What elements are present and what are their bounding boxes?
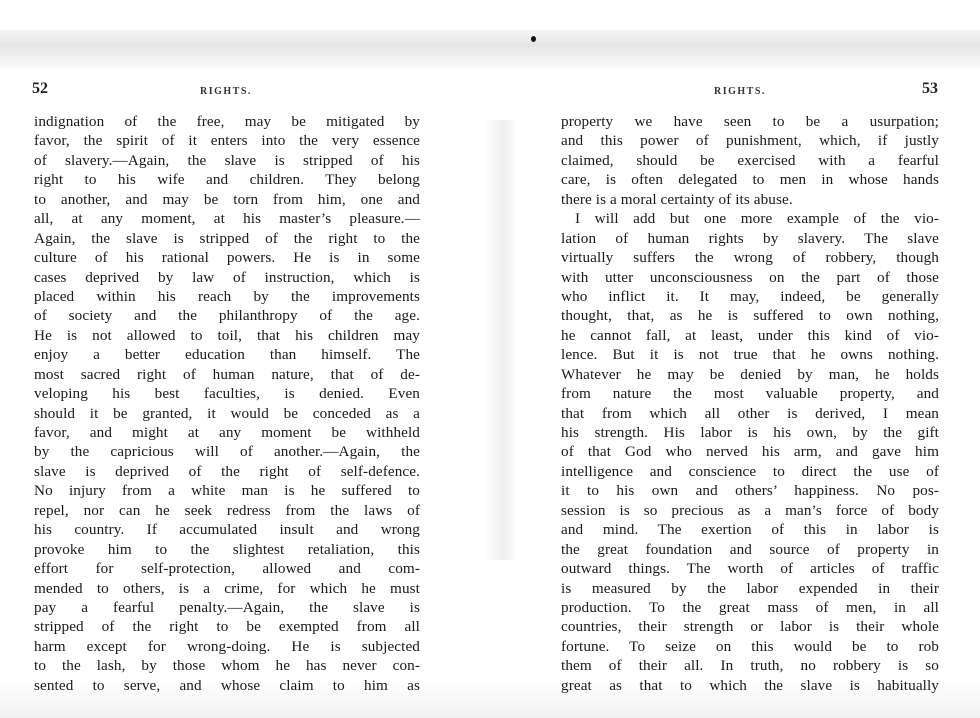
text-line: placed within his reach by the improvements bbox=[34, 287, 420, 305]
text-line: favor, and might at any moment be withheld bbox=[34, 424, 420, 441]
text-line: who inflict it. It may, indeed, be generally bbox=[561, 287, 939, 305]
text-line: outward things. The worth of articles of traffic bbox=[561, 560, 939, 578]
paragraph-end-line: there is a moral certainty of its abuse. bbox=[561, 190, 793, 208]
text-line: indignation of the free, may be mitigated by bbox=[34, 113, 420, 130]
text-line: from nature the most valuable property, and bbox=[561, 385, 939, 403]
text-line: Again, the slave is stripped of the right to the bbox=[34, 229, 420, 247]
text-line: He is not allowed to toil, that his children may bbox=[34, 326, 420, 344]
text-line: fortune. To seize on this would be to rob bbox=[561, 637, 939, 655]
text-line: sented to serve, and whose claim to him as bbox=[34, 676, 420, 694]
text-line: property we have seen to be a usurpation; bbox=[561, 113, 939, 130]
text-line: them of their all. In truth, no robbery is so bbox=[561, 657, 939, 675]
text-line: is measured by the labor expended in their bbox=[561, 579, 939, 597]
running-head: RIGHTS. bbox=[714, 86, 766, 97]
text-line: effort for self-protection, allowed and com- bbox=[34, 560, 420, 578]
page-number: 53 bbox=[922, 80, 938, 97]
text-line: right to his wife and children. They belong bbox=[34, 171, 420, 189]
text-line: favor, the spirit of it enters into the very essence bbox=[34, 132, 420, 150]
text-line: production. To the great mass of men, in all bbox=[561, 598, 939, 616]
text-line: and this power of punishment, which, if justly bbox=[561, 132, 939, 150]
text-line: provoke him to the slightest retaliation, this bbox=[34, 540, 420, 558]
text-line: of that God who nerved his arm, and gave him bbox=[561, 443, 939, 461]
text-line: countries, their strength or labor is their whole bbox=[561, 618, 939, 636]
text-line: care, is often delegated to men in whose hands bbox=[561, 171, 939, 189]
text-line: of society and the philanthropy of the age. bbox=[34, 307, 420, 325]
text-line: veloping his best faculties, is denied. Even bbox=[34, 385, 420, 403]
text-line: and mind. The exertion of this in labor is bbox=[561, 521, 939, 539]
text-line: great as that to which the slave is habitually bbox=[561, 676, 939, 694]
text-line: claimed, should be exercised with a fearful bbox=[561, 151, 939, 169]
text-line: by the capricious will of another.—Again, the bbox=[34, 443, 420, 461]
text-line: with utter unconsciousness on the part of those bbox=[561, 268, 939, 286]
text-line: mended to others, is a crime, for which he must bbox=[34, 579, 420, 597]
text-line: should it be granted, it would be conceded as a bbox=[34, 404, 420, 422]
text-line: thought, that, as he is suffered to own nothing, bbox=[561, 307, 939, 325]
text-line: his country. If accumulated insult and wrong bbox=[34, 521, 420, 539]
text-line: slave is deprived of the right of self-defence. bbox=[34, 462, 420, 480]
text-line: he cannot fall, at least, under this kind of vio- bbox=[561, 326, 939, 344]
paragraph-start-line: I will add but one more example of the vio- bbox=[575, 210, 939, 228]
text-line: the great foundation and source of property in bbox=[561, 540, 939, 558]
text-line: to another, and may be torn from him, one and bbox=[34, 190, 420, 208]
text-line: cases deprived by law of instruction, which is bbox=[34, 268, 420, 286]
text-line: most sacred right of human nature, that of de- bbox=[34, 365, 420, 383]
right-page bbox=[490, 0, 980, 718]
text-line: lence. But it is not true that he owns nothing. bbox=[561, 346, 939, 364]
text-line: his strength. His labor is his own, by the gift bbox=[561, 424, 939, 441]
text-line: all, at any moment, at his master’s pleasure.— bbox=[34, 210, 420, 228]
text-line: of slavery.—Again, the slave is stripped of his bbox=[34, 151, 420, 169]
text-line: to the lash, by those whom he has never con- bbox=[34, 657, 420, 675]
text-line: Whatever he may be denied by man, he holds bbox=[561, 365, 939, 383]
page-body bbox=[34, 112, 420, 695]
text-line: stripped of the right to be exempted from all bbox=[34, 618, 420, 636]
page-number: 52 bbox=[32, 80, 48, 97]
text-line: repel, nor can he seek redress from the laws of bbox=[34, 501, 420, 519]
text-line: it to his own and others’ happiness. No pos- bbox=[561, 482, 939, 500]
running-head: RIGHTS. bbox=[200, 86, 252, 97]
text-line: No injury from a white man is he suffered to bbox=[34, 482, 420, 500]
page-body bbox=[561, 112, 939, 695]
text-line: that from which all other is derived, I mean bbox=[561, 404, 939, 422]
text-line: enjoy a better education than himself. The bbox=[34, 346, 420, 364]
text-line: lation of human rights by slavery. The slave bbox=[561, 229, 939, 247]
text-line: virtually suffers the wrong of robbery, though bbox=[561, 249, 939, 267]
text-line: culture of his rational powers. He is in some bbox=[34, 249, 420, 267]
text-line: session is so precious as a man’s force of body bbox=[561, 501, 939, 519]
text-line: intelligence and conscience to direct the use of bbox=[561, 462, 939, 480]
text-line: pay a fearful penalty.—Again, the slave is bbox=[34, 598, 420, 616]
text-line: harm except for wrong-doing. He is subjected bbox=[34, 637, 420, 655]
